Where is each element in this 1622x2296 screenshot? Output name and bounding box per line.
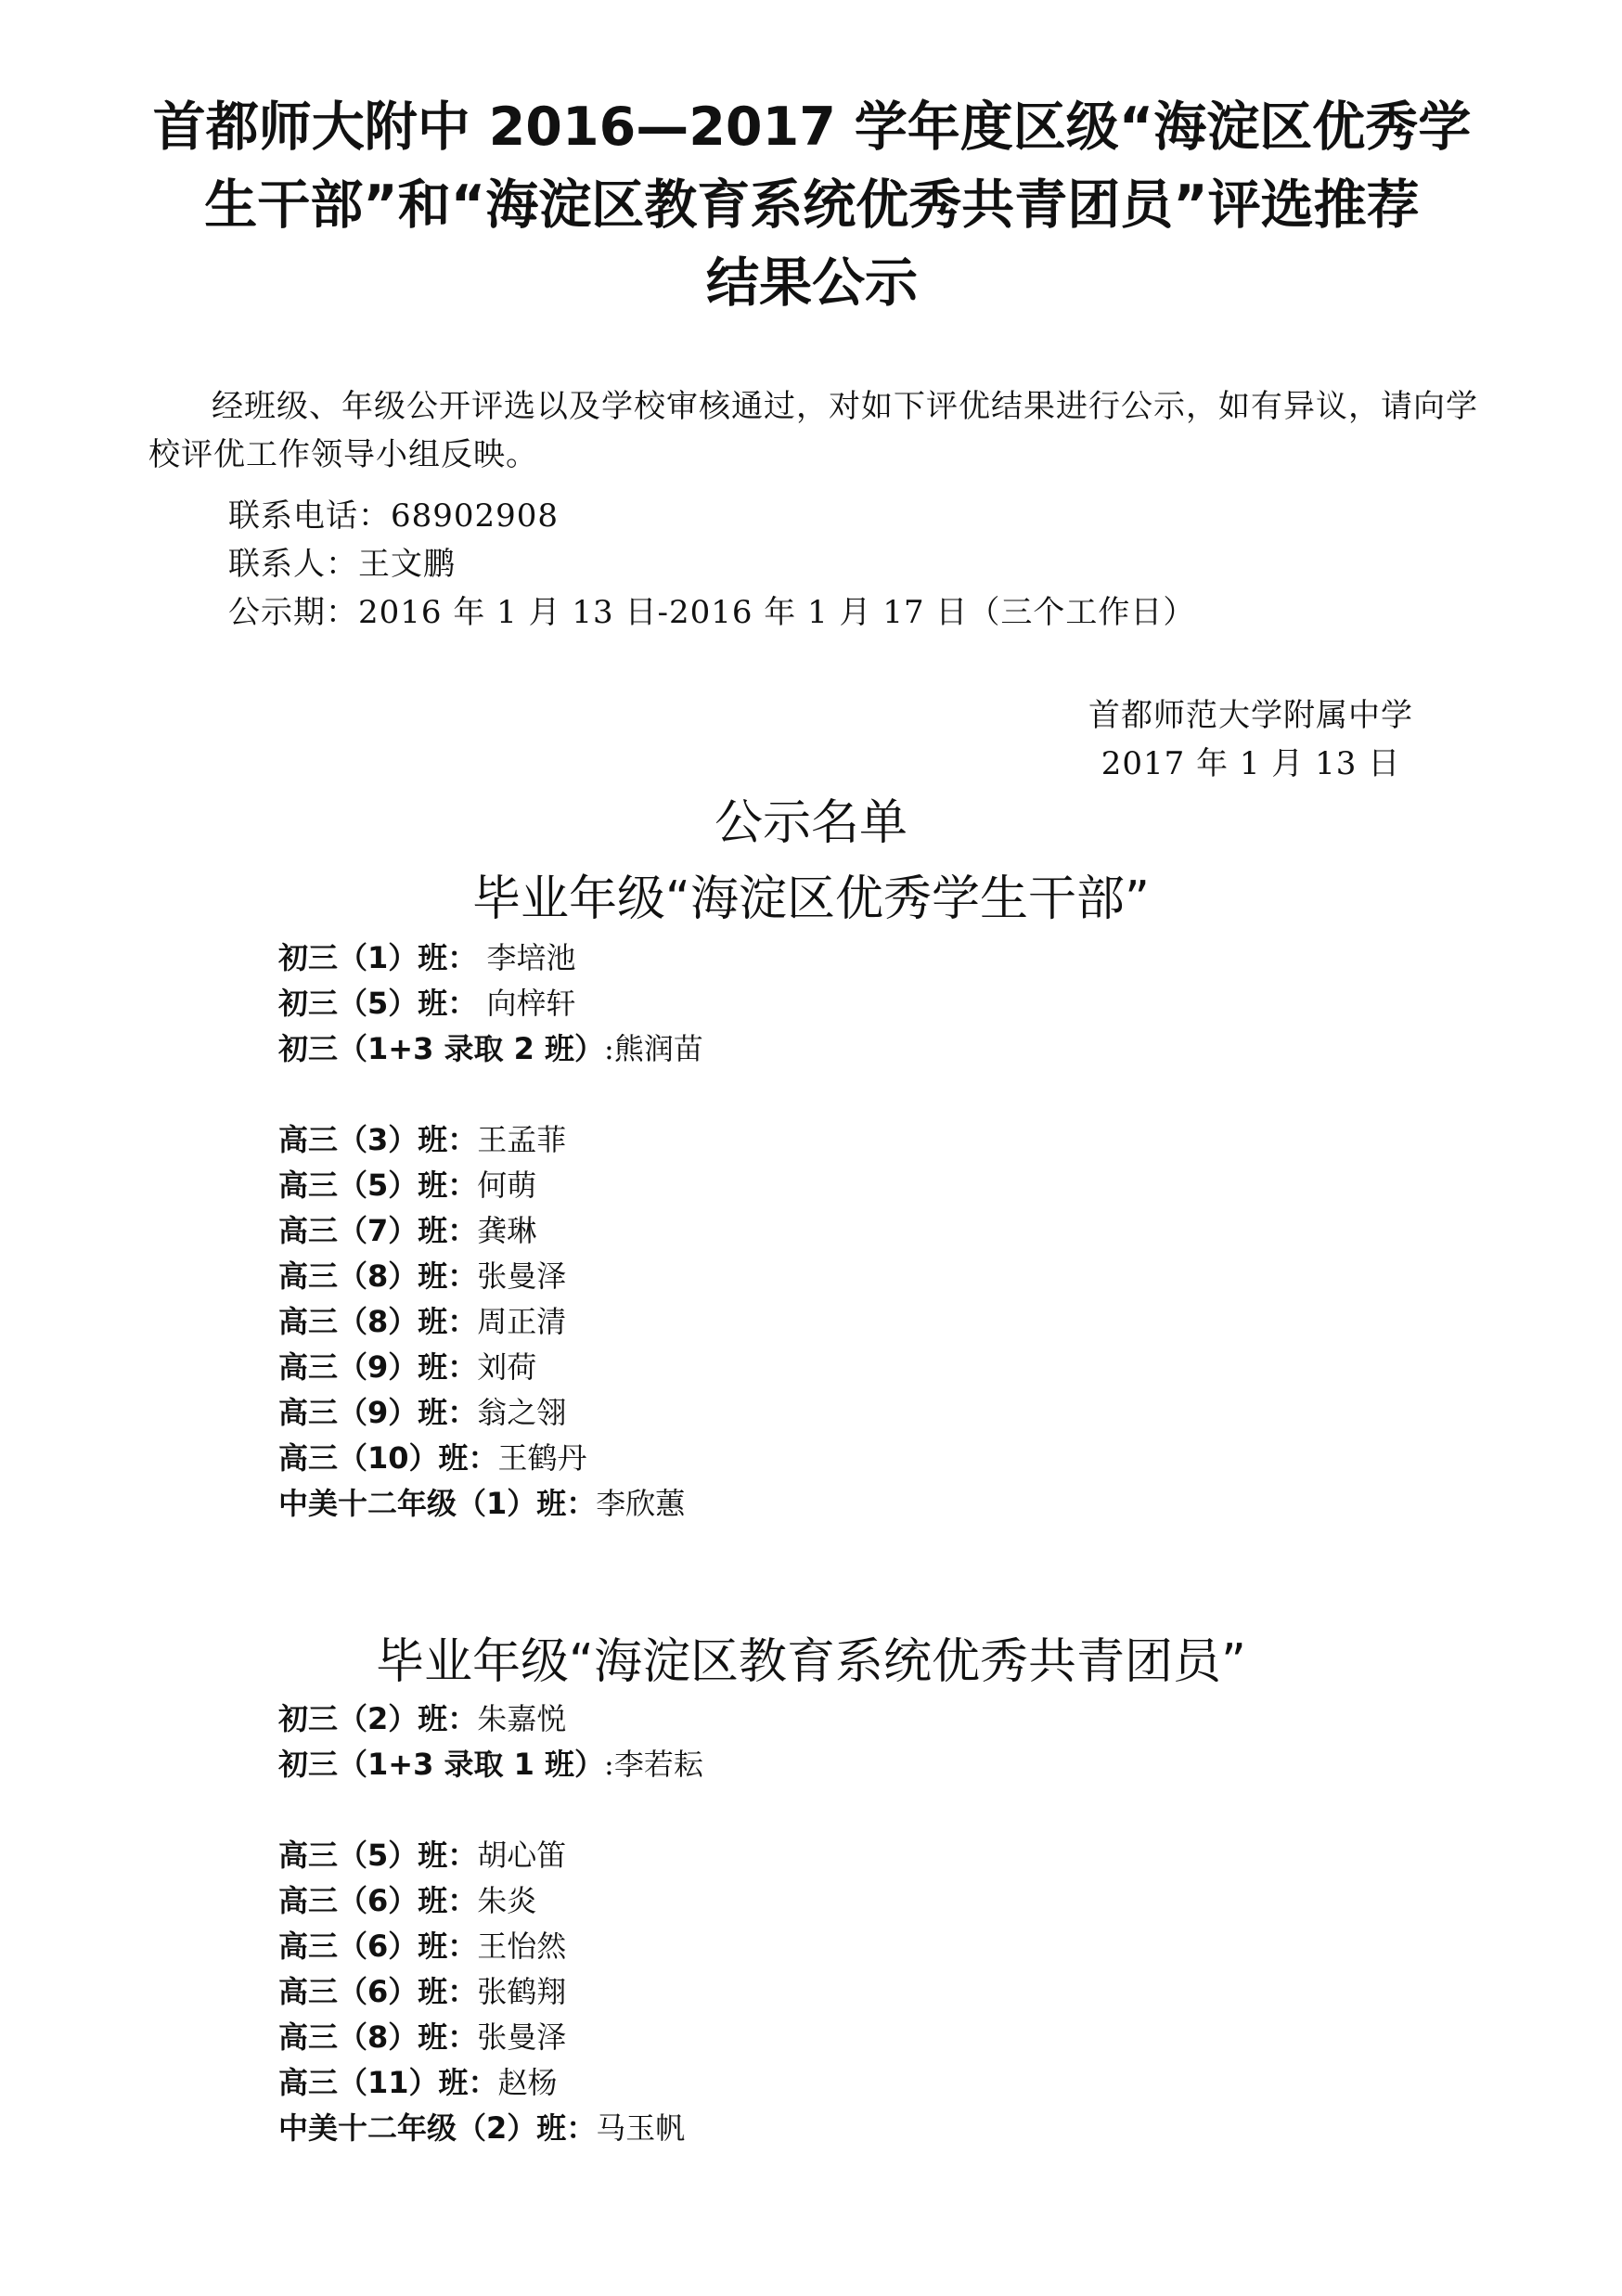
title-line-2: 生干部”和“海淀区教育系统优秀共青团员”评选推荐 (204, 174, 1420, 236)
class-label: 初三（1+3 录取 2 班） (278, 1031, 605, 1066)
list-item (278, 2015, 703, 2060)
student-name: 张鹤翔 (477, 1974, 567, 2009)
list-item (278, 1254, 703, 1299)
student-name: 李欣蕙 (596, 1486, 686, 1521)
section2-list (278, 1696, 703, 2151)
section1-list (278, 935, 703, 1527)
class-label: 高三（5）班： (278, 1167, 478, 1203)
class-label: 中美十二年级（2）班： (278, 2110, 597, 2146)
class-label: 高三（3）班： (278, 1122, 478, 1157)
list-item (278, 935, 703, 981)
student-name: 王怡然 (477, 1928, 567, 1964)
class-label: 高三（6）班： (278, 1974, 478, 2009)
list-item (278, 1696, 703, 1742)
list-item (278, 1026, 703, 1072)
class-label: 初三（1）班： (278, 940, 478, 975)
list-item (278, 1742, 703, 1787)
student-name: 胡心笛 (477, 1838, 567, 1873)
list-item (278, 1436, 703, 1481)
student-name: 王孟菲 (477, 1122, 567, 1157)
title-line-3: 结果公示 (706, 252, 918, 314)
document-title (139, 88, 1485, 322)
list-item (278, 1481, 703, 1527)
list-item (278, 1969, 703, 2015)
class-label: 高三（8）班： (278, 1258, 478, 1294)
signature-org: 首都师范大学附属中学 (1088, 697, 1413, 734)
student-name: 李培池 (477, 940, 576, 975)
class-label: 高三（6）班： (278, 1883, 478, 1918)
section1-heading: 毕业年级“海淀区优秀学生干部” (472, 871, 1150, 927)
list-item (278, 1163, 703, 1208)
signature-date: 2017 年 1 月 13 日 (1101, 745, 1401, 782)
list-spacer (278, 1072, 703, 1117)
class-label: 高三（7）班： (278, 1213, 478, 1248)
student-name: 朱嘉悦 (477, 1701, 567, 1736)
student-name: 马玉帆 (596, 2110, 686, 2146)
class-label: 高三（5）班： (278, 1838, 478, 1873)
class-label: 高三（10）班： (278, 1440, 498, 1476)
signature-block (1088, 691, 1413, 788)
contact-phone: 联系电话：68902908 (228, 497, 560, 535)
list-item (278, 1299, 703, 1345)
section2-heading: 毕业年级“海淀区教育系统优秀共青团员” (376, 1634, 1246, 1690)
student-name: 刘荷 (477, 1349, 537, 1385)
class-label: 高三（9）班： (278, 1349, 478, 1385)
student-name: 翁之翎 (477, 1395, 567, 1430)
title-line-1: 首都师大附中 2016—2017 学年度区级“海淀区优秀学 (152, 97, 1472, 158)
list-item (278, 1117, 703, 1163)
student-name: 龚琳 (477, 1213, 537, 1248)
class-label: 高三（6）班： (278, 1928, 478, 1964)
student-name: 朱炎 (477, 1883, 537, 1918)
list-item (278, 981, 703, 1026)
list-spacer (278, 1787, 703, 1833)
class-label: 初三（5）班： (278, 986, 478, 1021)
student-name: 赵杨 (497, 2065, 558, 2100)
class-label: 高三（11）班： (278, 2065, 498, 2100)
student-name: 张曼泽 (477, 1258, 567, 1294)
student-name: 王鹤丹 (497, 1440, 587, 1476)
intro-text: 经班级、年级公开评选以及学校审核通过，对如下评优结果进行公示，如有异议，请向学校评优工作领导小组反映。 (148, 388, 1478, 473)
class-label: 中美十二年级（1）班： (278, 1486, 597, 1521)
list-item (278, 1924, 703, 1969)
class-label: 高三（9）班： (278, 1395, 478, 1430)
class-label: 高三（8）班： (278, 1304, 478, 1339)
student-name: :李若耘 (604, 1747, 703, 1782)
student-name: 向梓轩 (477, 986, 576, 1021)
list-item (278, 1878, 703, 1924)
student-name: 周正清 (477, 1304, 567, 1339)
list-item (278, 1833, 703, 1878)
list-title: 公示名单 (714, 795, 908, 851)
contact-person: 联系人：王文鹏 (228, 546, 456, 583)
list-item (278, 2106, 703, 2151)
list-item (278, 1345, 703, 1390)
class-label: 初三（1+3 录取 1 班） (278, 1747, 605, 1782)
student-name: :熊润苗 (604, 1031, 703, 1066)
intro-paragraph (148, 382, 1485, 479)
list-item (278, 2060, 703, 2106)
publicity-period: 公示期：2016 年 1 月 13 日-2016 年 1 月 17 日（三个工作日） (228, 594, 1196, 631)
list-item (278, 1208, 703, 1254)
class-label: 高三（8）班： (278, 2019, 478, 2055)
class-label: 初三（2）班： (278, 1701, 478, 1736)
student-name: 张曼泽 (477, 2019, 567, 2055)
student-name: 何萌 (477, 1167, 537, 1203)
list-item (278, 1390, 703, 1436)
